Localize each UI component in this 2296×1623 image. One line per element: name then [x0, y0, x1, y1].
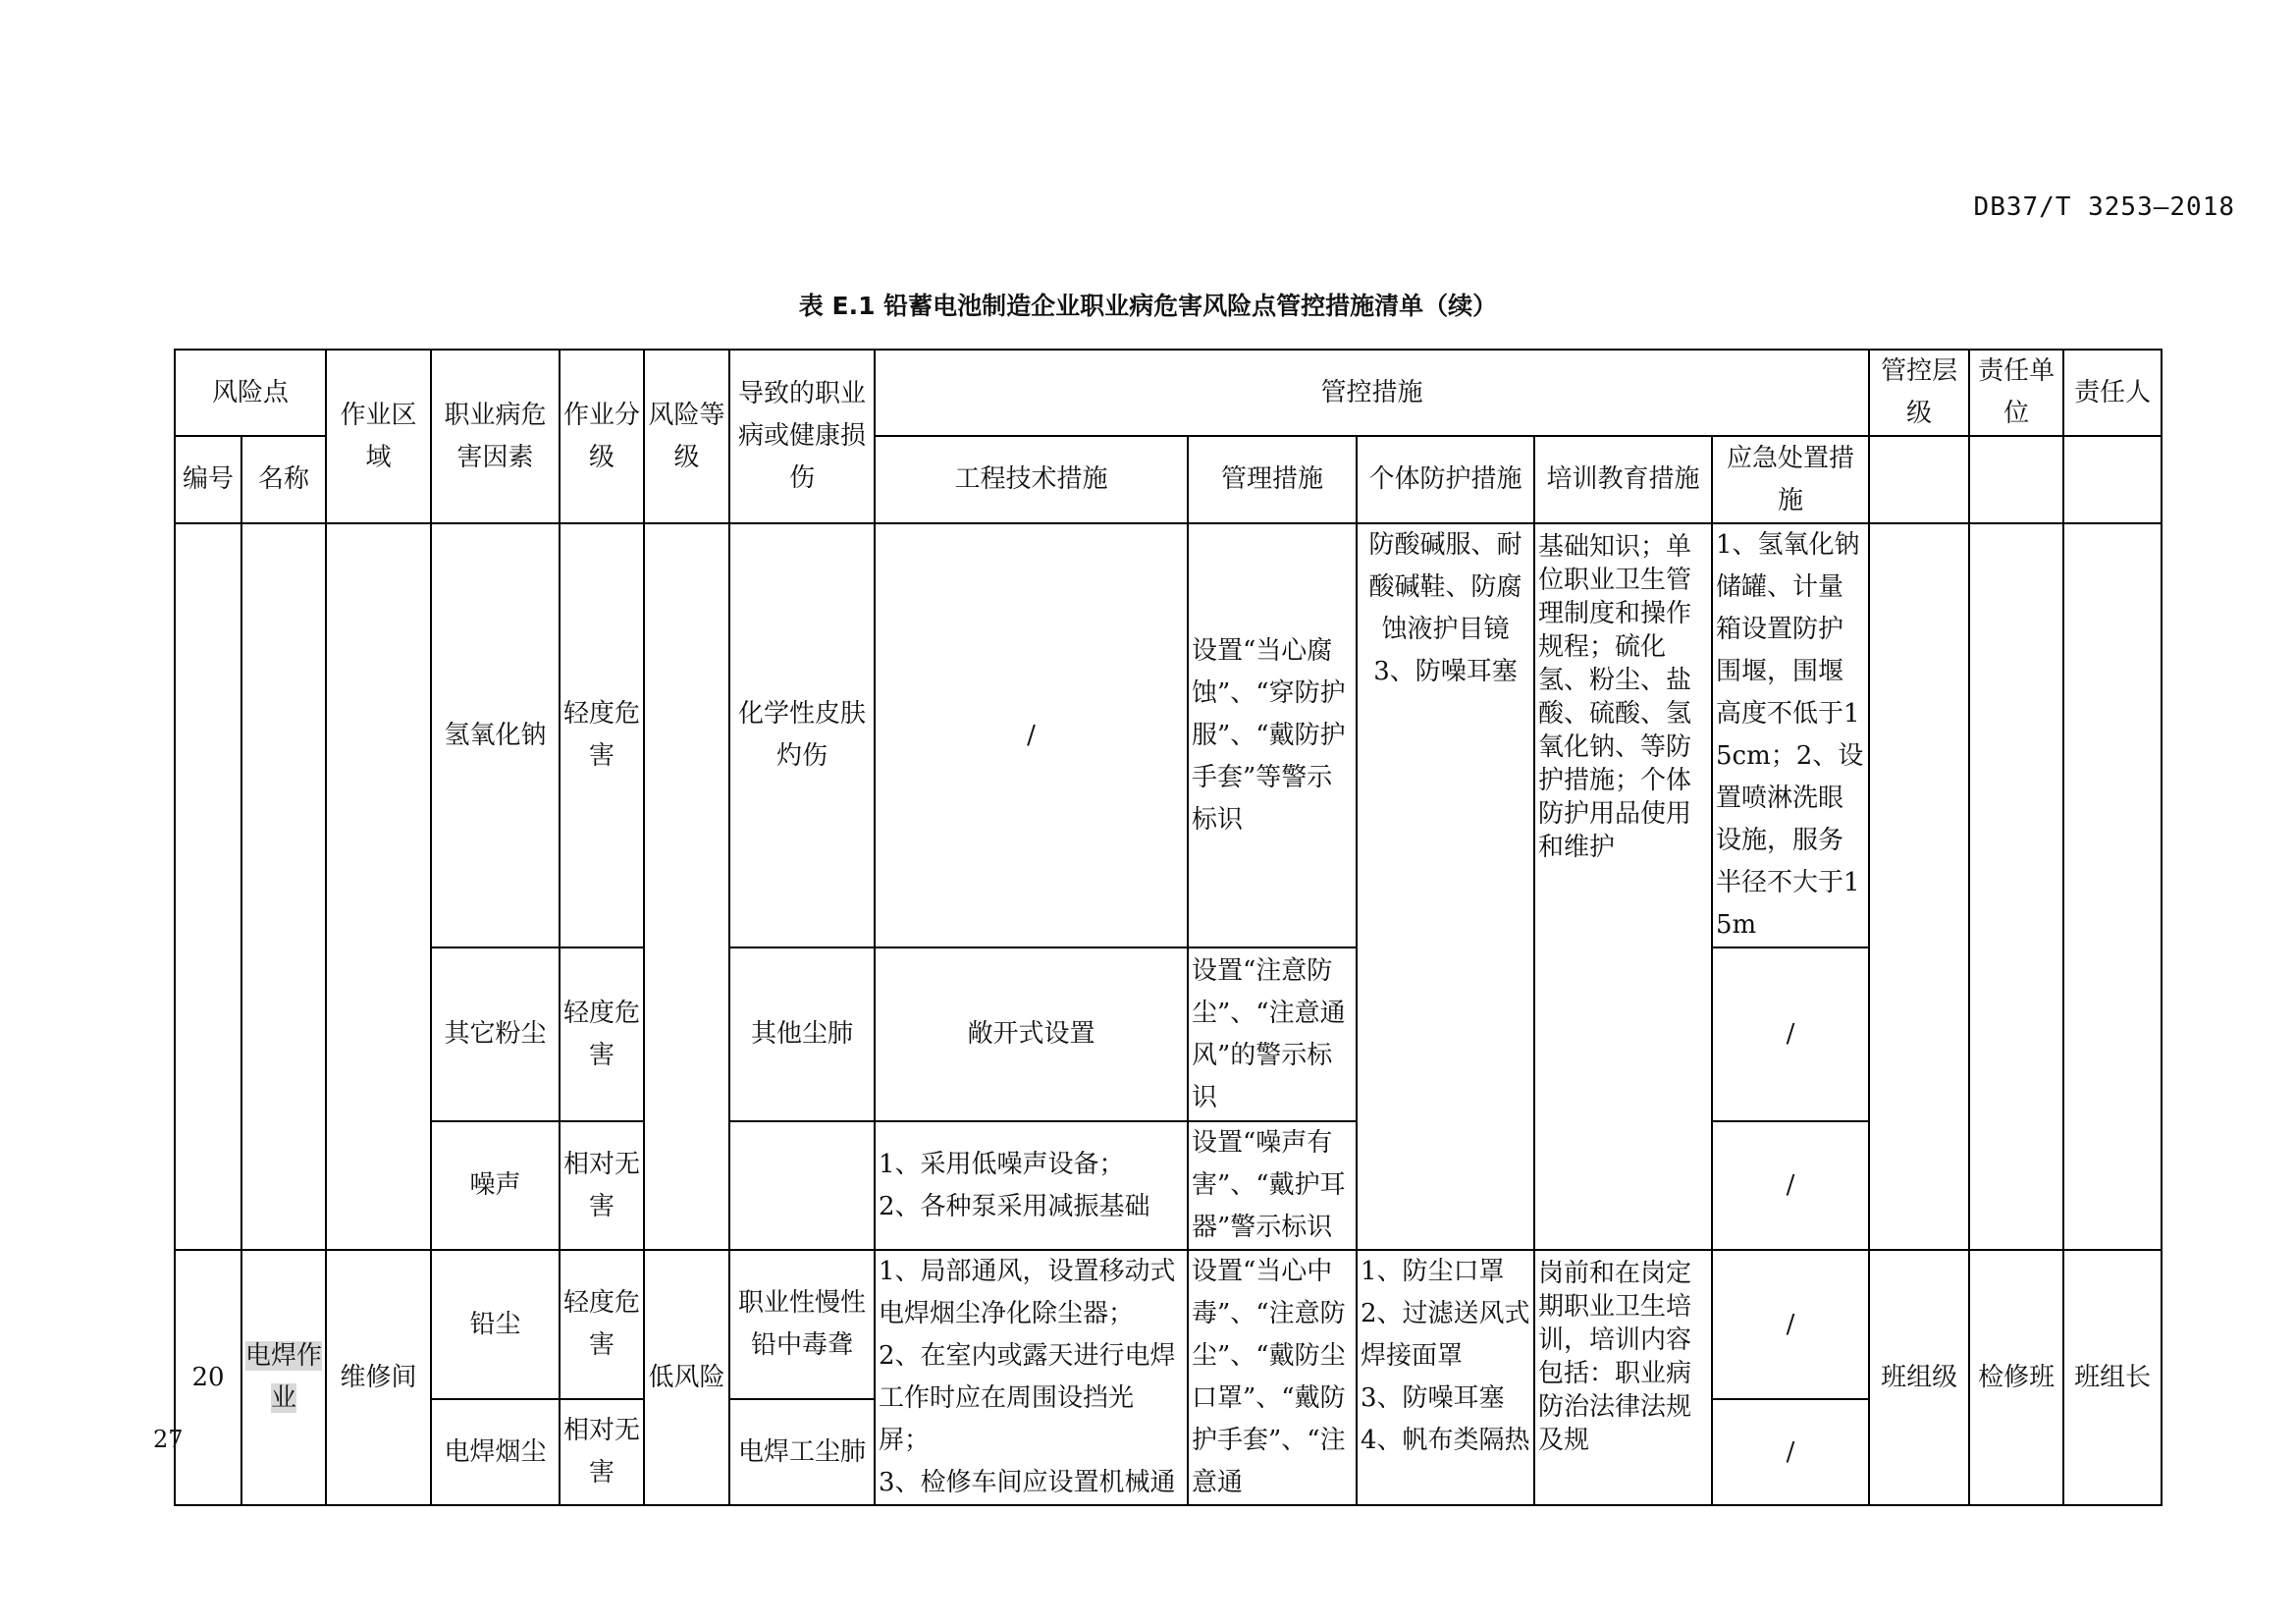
col-resp-unit: 责任单位	[1969, 350, 2063, 436]
resp-unit-cell: 检修班	[1969, 1250, 2063, 1505]
table-title: 表 E.1 铅蓄电池制造企业职业病危害风险点管控措施清单（续）	[798, 292, 1498, 320]
number-cell: 20	[175, 1250, 241, 1505]
resp-unit-cell	[1969, 523, 2063, 1250]
engineering-cell	[875, 1121, 1188, 1250]
col-engineering: 工程技术措施	[875, 436, 1188, 523]
engineering-cell: /	[875, 523, 1188, 947]
col-resp-person: 责任人	[2063, 350, 2162, 436]
area-cell	[326, 523, 431, 1250]
emergency-cell: 1、氢氧化钠储罐、计量箱设置防护围堰，围堰高度不低于15cm；2、设置喷淋洗眼设施，服务半径不大于15m	[1712, 523, 1869, 947]
work-grade-cell: 相对无害	[560, 1399, 644, 1505]
page-number: 27	[153, 1426, 184, 1453]
ppe-line: 1、防尘口罩	[1361, 1257, 1505, 1286]
col-emergency: 应急处置措施	[1712, 436, 1869, 523]
engineering-line: 2、各种泵采用减振基础	[879, 1191, 1150, 1221]
ppe-line: 4、帆布类隔热	[1361, 1426, 1530, 1455]
col-control-measures: 管控措施	[875, 350, 1869, 436]
col-work-grade: 作业分级	[560, 350, 644, 523]
risk-level-cell	[644, 523, 729, 1250]
number-cell	[175, 523, 241, 1250]
highlighted-name: 电焊作业	[245, 1341, 323, 1413]
engineering-cell	[875, 1250, 1188, 1505]
management-cell: 设置“当心中毒”、“注意防尘”、“戴防尘口罩”、“戴防护手套”、“注意通	[1188, 1250, 1357, 1505]
ppe-line: 3、防噪耳塞	[1373, 657, 1518, 686]
name-cell	[241, 1250, 326, 1505]
emergency-cell: /	[1712, 1399, 1869, 1505]
ppe-line: 防酸碱服、耐酸碱鞋、防腐蚀液护目镜	[1368, 530, 1522, 644]
health-damage-cell: 电焊工尘肺	[729, 1399, 875, 1505]
emergency-cell: /	[1712, 947, 1869, 1121]
hazard-factor-cell: 电焊烟尘	[431, 1399, 560, 1505]
col-training: 培训教育措施	[1534, 436, 1712, 523]
ppe-cell	[1357, 523, 1534, 1250]
ppe-line: 2、过滤送风式焊接面罩	[1361, 1299, 1530, 1371]
management-cell: 设置“注意防尘”、“注意通风”的警示标识	[1188, 947, 1357, 1121]
table-row	[175, 1250, 2162, 1399]
table-row	[175, 1121, 2162, 1250]
engineering-line: 3、检修车间应设置机械通	[879, 1468, 1176, 1497]
health-damage-cell: 职业性慢性铅中毒聋	[729, 1250, 875, 1399]
ppe-cell	[1357, 1250, 1534, 1505]
engineering-line: 1、采用低噪声设备；	[879, 1149, 1125, 1179]
col-control-level: 管控层级	[1869, 350, 1969, 436]
col-resp-person-empty	[2063, 436, 2162, 523]
emergency-cell: /	[1712, 1121, 1869, 1250]
col-number: 编号	[175, 436, 241, 523]
hazard-factor-cell: 噪声	[431, 1121, 560, 1250]
training-cell: 岗前和在岗定期职业卫生培训，培训内容包括：职业病防治法律法规及规	[1534, 1250, 1712, 1505]
col-name: 名称	[241, 436, 326, 523]
work-grade-cell: 轻度危害	[560, 523, 644, 947]
col-risk-level: 风险等级	[644, 350, 729, 523]
health-damage-cell	[729, 1121, 875, 1250]
name-cell	[241, 523, 326, 1250]
control-level-cell: 班组级	[1869, 1250, 1969, 1505]
col-work-area: 作业区域	[326, 350, 431, 523]
risk-control-table	[174, 349, 2163, 1506]
table-row	[175, 523, 2162, 947]
work-grade-cell: 轻度危害	[560, 947, 644, 1121]
hazard-factor-cell: 铅尘	[431, 1250, 560, 1399]
training-cell: 基础知识；单位职业卫生管理制度和操作规程；硫化氢、粉尘、盐酸、硫酸、氢氧化钠、等防护措施；个体防护用品使用和维护	[1534, 523, 1712, 1250]
control-level-cell	[1869, 523, 1969, 1250]
col-management: 管理措施	[1188, 436, 1357, 523]
work-grade-cell: 相对无害	[560, 1121, 644, 1250]
col-health-damage: 导致的职业病或健康损伤	[729, 350, 875, 523]
col-risk-point: 风险点	[175, 350, 326, 436]
ppe-line: 3、防噪耳塞	[1361, 1383, 1505, 1413]
management-cell: 设置“噪声有害”、“戴护耳器”警示标识	[1188, 1121, 1357, 1250]
emergency-cell: /	[1712, 1250, 1869, 1399]
col-resp-unit-empty	[1969, 436, 2063, 523]
resp-person-cell: 班组长	[2063, 1250, 2162, 1505]
health-damage-cell: 其他尘肺	[729, 947, 875, 1121]
hazard-factor-cell: 氢氧化钠	[431, 523, 560, 947]
col-ppe: 个体防护措施	[1357, 436, 1534, 523]
table-row	[175, 947, 2162, 1121]
risk-level-cell: 低风险	[644, 1250, 729, 1505]
engineering-line: 1、局部通风，设置移动式电焊烟尘净化除尘器；	[879, 1257, 1176, 1328]
engineering-line: 2、在室内或露天进行电焊工作时应在周围设挡光屏；	[879, 1341, 1176, 1455]
area-cell: 维修间	[326, 1250, 431, 1505]
health-damage-cell: 化学性皮肤灼伤	[729, 523, 875, 947]
col-hazard-factor: 职业病危害因素	[431, 350, 560, 523]
hazard-factor-cell: 其它粉尘	[431, 947, 560, 1121]
resp-person-cell	[2063, 523, 2162, 1250]
management-cell: 设置“当心腐蚀”、“穿防护服”、“戴防护手套”等警示标识	[1188, 523, 1357, 947]
standard-code: DB37/T 3253—2018	[1973, 192, 2235, 222]
col-control-level-empty	[1869, 436, 1969, 523]
engineering-cell: 敞开式设置	[875, 947, 1188, 1121]
work-grade-cell: 轻度危害	[560, 1250, 644, 1399]
